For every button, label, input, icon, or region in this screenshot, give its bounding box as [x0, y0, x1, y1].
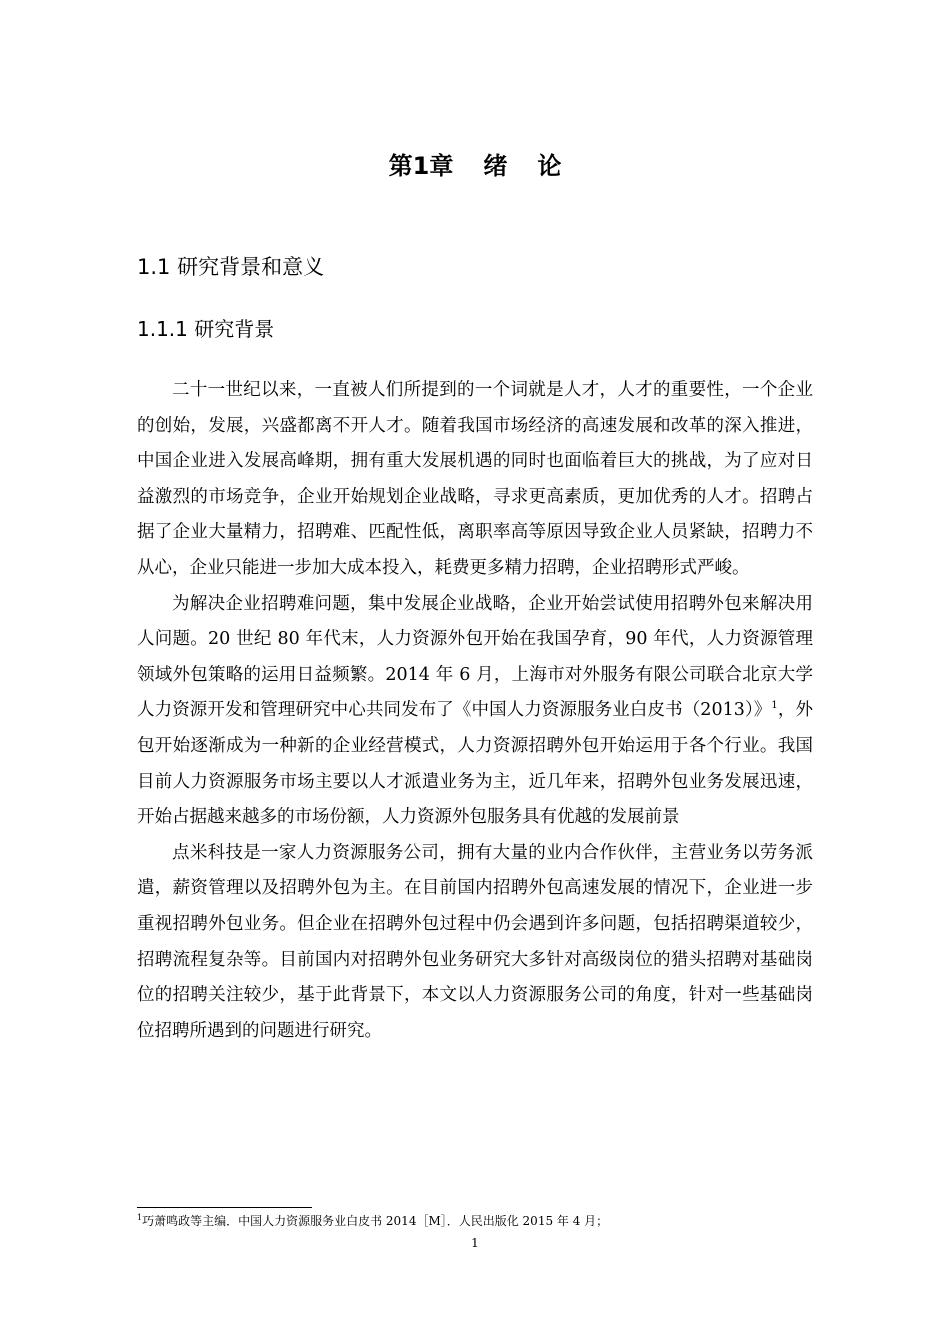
chapter-title-char-1: 绪: [483, 152, 508, 180]
chapter-title: [0, 148, 950, 184]
paragraph-1: 二十一世纪以来，一直被人们所提到的一个词就是人才，人才的重要性，一个企业的创始，发展，兴盛都离不开人才。随着我国市场经济的高速发展和改革的深入推进，中国企业进入发展高峰期，拥有重大发展机遇的同时也面临着巨大的挑战，为了应对日益激烈的市场竞争，企业开始规划企业战略，寻求更高素质，更加优秀的人才。招聘占据了企业大量精力，招聘难、匹配性低，离职率高等原因导致企业人员紧缺，招聘力不从心，企业只能进一步加大成本投入，耗费更多精力招聘，企业招聘形式严峻。: [137, 380, 813, 578]
paragraph-2-part-1: 为解决企业招聘难问题，集中发展企业战略，企业开始尝试使用招聘外包来解决用人问题。20 世纪 80 年代末，人力资源外包开始在我国孕育，90 年代，人力资源管理领域外包策略的运用日益频繁。2014 年 6 月，上海市对外服务有限公司联合北京大学人力资源开发和管理研究中心共同发布了《中国人力资源服务业白皮书（2013）》: [137, 593, 813, 721]
footnote-text: 巧萧鸣政等主编．中国人力资源服务业白皮书 2014［M］．人民出版化 2015 年 4 月；: [142, 1214, 609, 1228]
paragraph-2-part-2: ，外包开始逐渐成为一种新的企业经营模式，人力资源招聘外包开始运用于各个行业。我国目前人力资源服务市场主要以人才派遣业务为主，近几年来，招聘外包业务发展迅速，开始占据越来越多的市场份额，人力资源外包服务具有优越的发展前景: [137, 700, 813, 828]
subsection-heading: 1.1.1 研究背景: [137, 317, 275, 341]
section-heading: 1.1 研究背景和意义: [137, 255, 325, 279]
footnote-divider: [137, 1207, 312, 1208]
body-text: [137, 373, 813, 1049]
paragraph-2: [137, 587, 813, 836]
page-number: 1: [471, 1236, 479, 1250]
chapter-title-char-2: 论: [537, 152, 562, 180]
footnote-mark: 1: [137, 1213, 143, 1222]
paragraph-3: 点米科技是一家人力资源服务公司，拥有大量的业内合作伙伴，主营业务以劳务派遣，薪资管理以及招聘外包为主。在目前国内招聘外包高速发展的情况下，企业进一步重视招聘外包业务。但企业在招聘外包过程中仍会遇到许多问题，包括招聘渠道较少，招聘流程复杂等。目前国内对招聘外包业务研究大多针对高级岗位的猎头招聘对基础岗位的招聘关注较少，基于此背景下，本文以人力资源服务公司的角度，针对一些基础岗位招聘所遇到的问题进行研究。: [137, 842, 813, 1041]
footnote-reference[interactable]: 1: [771, 700, 778, 712]
chapter-number: 第1章: [388, 152, 454, 180]
footnote: [137, 1212, 837, 1230]
